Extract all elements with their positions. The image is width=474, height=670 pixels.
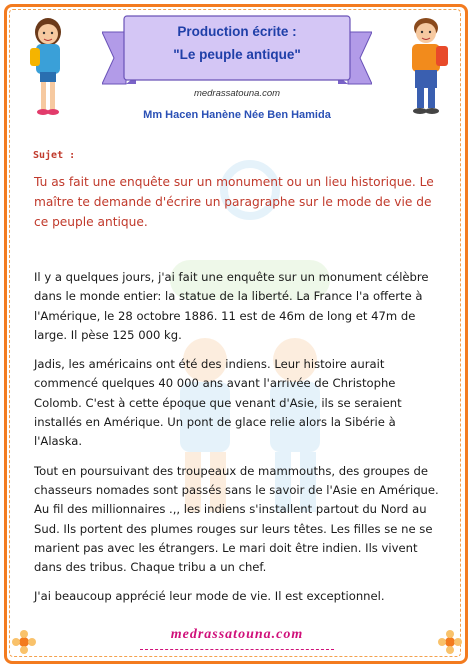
footer-site: medrassatouna.com bbox=[170, 627, 304, 642]
footer-underline bbox=[140, 649, 334, 650]
title-line-1: Production écrite : bbox=[177, 24, 297, 39]
sujet-label: Sujet : bbox=[33, 150, 76, 161]
banner-title bbox=[124, 20, 350, 66]
essay-paragraph-2: Jadis, les américains ont été des indiens. Leur histoire aurait commencé quelques 40 000 ans avant l'arrivée de Christophe Colomb. C'est à cette époque que venant d'Asie, ils se seraient installés en Amérique. Un pont de glace relie alors la Sibérie à l'Alaska. bbox=[34, 357, 402, 449]
banner-site: medrassatouna.com bbox=[193, 88, 281, 99]
girl-illustration bbox=[22, 14, 74, 118]
essay-paragraph-3: Tout en poursuivant des troupeaux de mammouths, des groupes de chasseurs nomades sont passés sans le savoir de l'Asie en Amérique. Au fil des millionnaires .,, les indiens s'installent partout du Nord au Sud. Ils portent des plumes rouges sur leurs têtes. Les filles se ne se marient pas avec les étrangers. Le mari doit être indien. Ils vivent dans des tribus. Chaque tribu a un chef. bbox=[34, 463, 439, 575]
boy-illustration bbox=[398, 12, 454, 118]
essay-body bbox=[34, 268, 446, 617]
title-banner bbox=[102, 14, 372, 102]
title-line-2: "Le peuple antique" bbox=[173, 47, 301, 62]
essay-paragraph-4: J'ai beaucoup apprécié leur mode de vie. Il est exceptionnel. bbox=[34, 589, 385, 604]
author-name: Mm Hacen Hanène Née Ben Hamida bbox=[143, 109, 331, 121]
essay-paragraph-1: Il y a quelques jours, j'ai fait une enquête sur un monument célèbre dans le monde entier: la statue de la liberté. La France l'a offerte à l'Amérique, le 28 octobre 1886. 11 est de 46m de long et 47m de large. Il pèse 125 000 kg. bbox=[34, 270, 429, 342]
subject-prompt: Tu as fait une enquête sur un monument ou un lieu historique. Le maître te demande d'écrire un paragraphe sur le mode de vie de ce peuple antique. bbox=[34, 175, 434, 229]
